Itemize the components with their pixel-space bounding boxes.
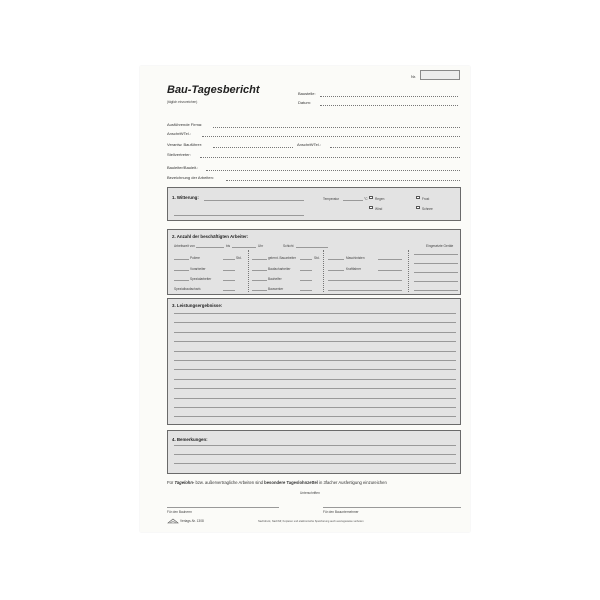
hours-field[interactable] [223, 280, 235, 281]
firma-field[interactable] [213, 127, 460, 128]
kraftfahrer-label: Kraftfahrer [346, 267, 362, 271]
gelernt-label: gelernt. Bauarbeiter [268, 256, 296, 260]
note-b: Tagelohn- [174, 480, 195, 485]
leistung-line[interactable] [174, 398, 456, 399]
witterung-field-2[interactable] [174, 215, 304, 216]
footer-note [167, 480, 387, 485]
count-field[interactable] [174, 270, 189, 271]
spezialarbeiter-label: Spezialarbeiter [190, 277, 212, 281]
note-e: in 3facher Ausfertigung einzureichen [319, 480, 387, 485]
geraet-field[interactable] [414, 272, 458, 273]
count-field[interactable] [252, 280, 267, 281]
stellvertreter-field[interactable] [200, 157, 460, 158]
form-page [140, 66, 470, 532]
leistung-line[interactable] [174, 332, 456, 333]
section-witterung [167, 187, 461, 221]
std-label-2: Std. [314, 256, 320, 260]
divider [408, 250, 409, 292]
bauwerker-label: Bauwerker [268, 287, 284, 291]
anschrift2-field[interactable] [330, 147, 460, 148]
hours-field[interactable] [300, 270, 312, 271]
right-sign-label: Für den Bauunternehmer [323, 510, 359, 514]
geraet-field[interactable] [414, 263, 458, 264]
note-a: Für [167, 480, 174, 485]
verlag-label: Verlags-Nr. 1308 [180, 519, 204, 523]
geraet-label: Eingesetzte Geräte [426, 244, 454, 248]
leistung-line[interactable] [174, 351, 456, 352]
uhr-label: Uhr [258, 244, 264, 248]
signature-line-right[interactable] [323, 507, 461, 508]
publisher-logo-icon [167, 518, 179, 524]
bemerkungen-line[interactable] [174, 445, 456, 446]
count-field[interactable] [252, 259, 267, 260]
temperatur-label: Temperatur [323, 197, 340, 201]
hours-field[interactable] [378, 270, 402, 271]
anschrift-label: Anschrift/Tel.: [167, 131, 192, 136]
frost-checkbox[interactable] [416, 196, 420, 199]
count-field[interactable] [252, 290, 267, 291]
signature-line-left[interactable] [167, 507, 279, 508]
geraet-field[interactable] [414, 290, 458, 291]
note-d: besondere Tageslohnzettel [264, 480, 318, 485]
arbeitszeit-von-field[interactable] [196, 247, 224, 248]
hours-field[interactable] [223, 290, 235, 291]
bezeichnung-label: Bezeichnung der Arbeiten: [167, 175, 214, 180]
schicht-label: Schicht [283, 244, 294, 248]
hours-field[interactable] [223, 259, 235, 260]
form-title: Bau-Tagesbericht [167, 84, 260, 96]
leistung-line[interactable] [174, 313, 456, 314]
leistung-line[interactable] [174, 369, 456, 370]
arbeitszeit-label: Arbeitszeit von [174, 244, 195, 248]
bauführer-label: Verantw. Bauführer: [167, 142, 203, 147]
stellvertreter-label: Stellvertreter: [167, 152, 191, 157]
frost-label: Frost [422, 197, 430, 201]
count-field[interactable] [174, 259, 189, 260]
regen-label: Regen [375, 197, 385, 201]
hours-field[interactable] [223, 270, 235, 271]
leistung-line[interactable] [174, 322, 456, 323]
spezialbaufach-label: Spezialbaufacharb. [174, 287, 202, 291]
note-c: bzw. außervertragliche Arbeiten sind [195, 480, 263, 485]
wind-checkbox[interactable] [369, 206, 373, 209]
witterung-title: 1. Witterung: [172, 195, 199, 200]
count-field[interactable] [328, 270, 344, 271]
std-label: Std. [236, 256, 242, 260]
nr-label: Nr. [411, 74, 417, 79]
arbeiter-title: 2. Anzahl der beschäftigten Arbeiter: [172, 234, 249, 239]
count-field[interactable] [252, 270, 267, 271]
wind-label: Wind [375, 207, 383, 211]
bauführer-field[interactable] [213, 147, 293, 148]
bemerkungen-line[interactable] [174, 454, 456, 455]
witterung-field[interactable] [204, 200, 304, 201]
hours-field[interactable] [300, 259, 312, 260]
divider [248, 250, 249, 292]
form-subtitle: (täglich einzureichen) [167, 100, 198, 104]
leistung-line[interactable] [174, 388, 456, 389]
extra-field[interactable] [328, 290, 402, 291]
left-sign-label: Für den Bauherrn [167, 510, 192, 514]
regen-checkbox[interactable] [369, 196, 373, 199]
schnee-checkbox[interactable] [416, 206, 420, 209]
maschinisten-label: Maschinisten [346, 256, 365, 260]
hours-field[interactable] [300, 280, 312, 281]
section-bemerkungen [167, 430, 461, 474]
vorarbeiter-label: Vorarbeiter [190, 267, 206, 271]
hours-field[interactable] [378, 259, 402, 260]
legal-text: Nachdruck, Nachhilf, Kopieren und elektronische Speicherung auch auszugsweise verboten [258, 520, 364, 523]
schicht-field[interactable] [296, 247, 328, 248]
count-field[interactable] [174, 280, 189, 281]
firma-label: Ausführende Firma: [167, 122, 203, 127]
extra-field[interactable] [328, 280, 402, 281]
poliere-label: Poliere [190, 256, 200, 260]
leistung-title: 3. Leistungsergebnisse: [172, 303, 223, 308]
bis-label: bis [226, 244, 231, 248]
leistung-line[interactable] [174, 341, 456, 342]
unterschriften-label: Unterschriften [300, 491, 320, 495]
anschrift-field[interactable] [202, 136, 460, 137]
count-field[interactable] [328, 259, 344, 260]
leistung-line[interactable] [174, 379, 456, 380]
arbeitszeit-bis-field[interactable] [232, 247, 256, 248]
leistung-line[interactable] [174, 360, 456, 361]
bauleiter-label: Bauleiter/Bauleit.: [167, 165, 199, 170]
bemerkungen-title: 4. Bemerkungen: [172, 437, 208, 442]
divider [323, 250, 324, 292]
hours-field[interactable] [300, 290, 312, 291]
bauleiter-field[interactable] [206, 170, 460, 171]
schnee-label: Schnee [422, 207, 433, 211]
temperatur-field[interactable] [343, 200, 363, 201]
datum-label: Datum: [298, 100, 311, 105]
geraet-field[interactable] [414, 281, 458, 282]
nr-field[interactable] [420, 70, 460, 80]
baufacharbeiter-label: Baufacharbeiter [268, 267, 291, 271]
baustelle-field[interactable] [320, 96, 458, 97]
anschrift2-label: Anschrift/Tel.: [297, 142, 322, 147]
bemerkungen-line[interactable] [174, 463, 456, 464]
datum-field[interactable] [320, 105, 458, 106]
leistung-line[interactable] [174, 416, 456, 417]
baustelle-label: Baustelle: [298, 91, 316, 96]
grad-label: °C [364, 197, 368, 201]
section-leistung [167, 298, 461, 425]
section-arbeiter [167, 229, 461, 295]
bauhelfer-label: Bauhelfer [268, 277, 282, 281]
leistung-line[interactable] [174, 407, 456, 408]
bezeichnung-field[interactable] [226, 180, 460, 181]
geraet-field[interactable] [414, 254, 458, 255]
